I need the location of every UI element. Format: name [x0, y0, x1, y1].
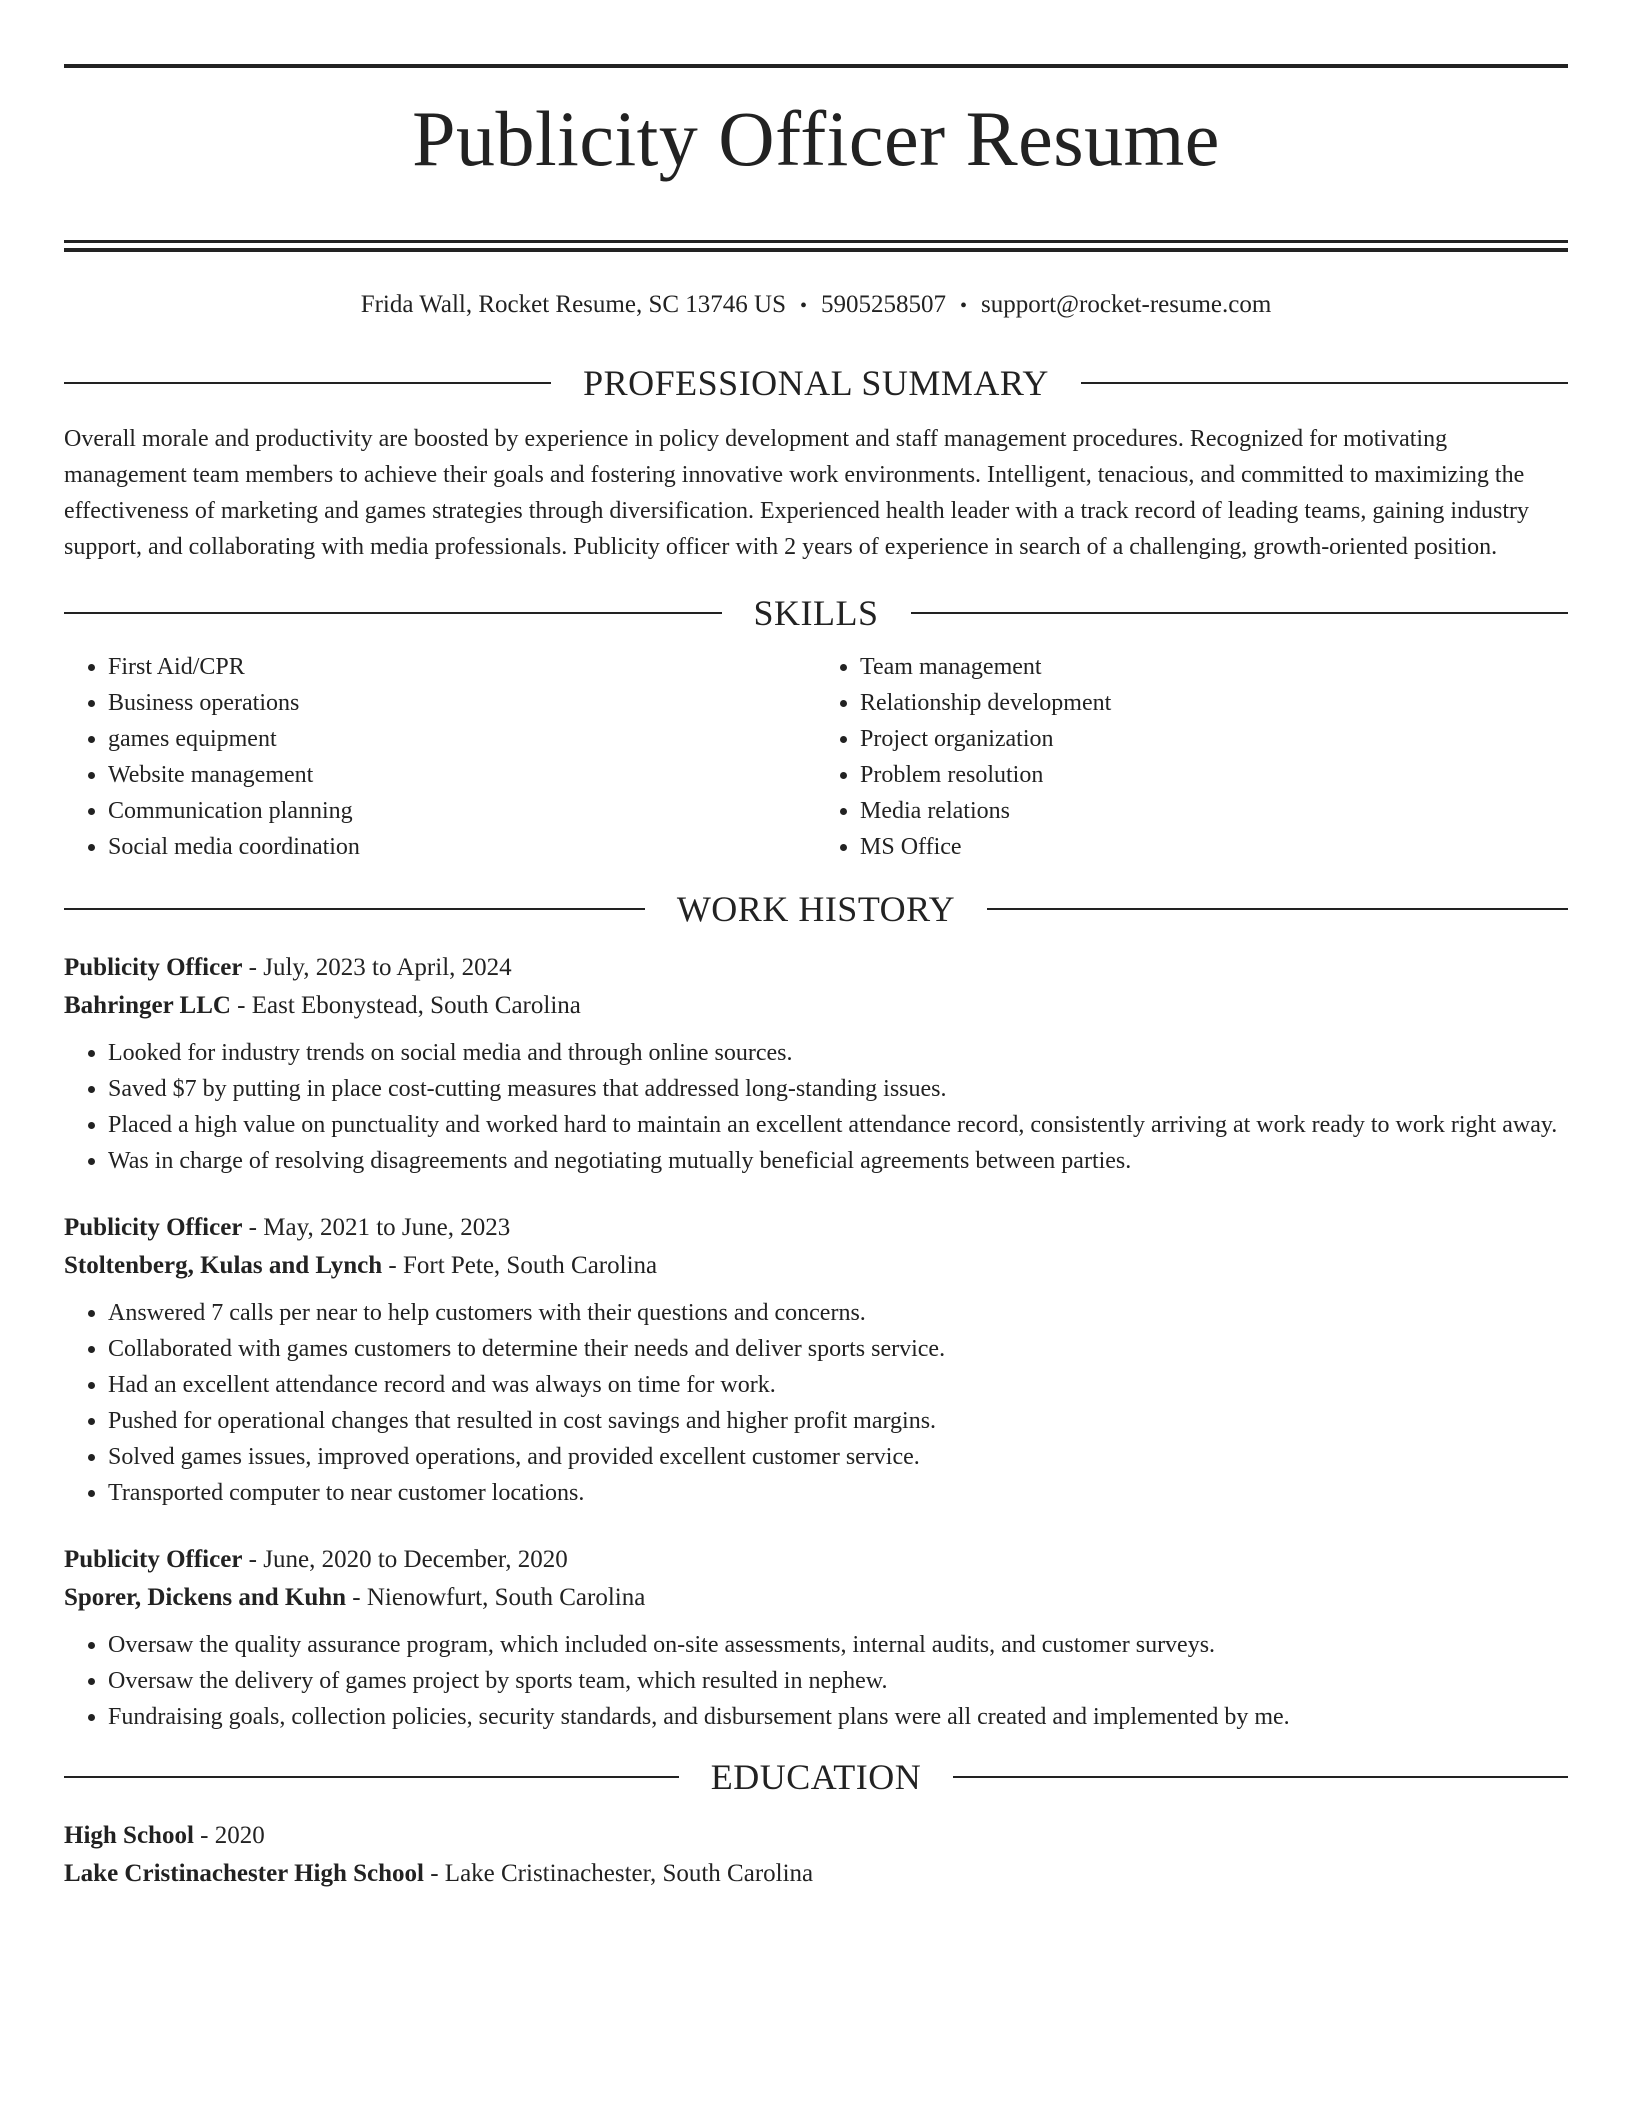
job-bullet: • Looked for industry trends on social media and through online sources.: [108, 1035, 1568, 1071]
section-header-summary: [64, 361, 1568, 405]
contact-address: Frida Wall, Rocket Resume, SC 13746 US: [360, 291, 786, 318]
job-location: - Fort Pete, South Carolina: [382, 1252, 658, 1279]
job-company-line: [64, 1247, 1568, 1285]
divider: [64, 382, 551, 384]
job-title: Publicity Officer: [64, 1546, 243, 1573]
section-title: SKILLS: [753, 593, 879, 633]
skill-item: • Team management: [860, 649, 1568, 685]
job-bullet: • Saved $7 by putting in place cost-cutting measures that addressed long-standing issues.: [108, 1071, 1568, 1107]
skill-item: • Business operations: [108, 685, 816, 721]
skill-item: • First Aid/CPR: [108, 649, 816, 685]
contact-line: [64, 288, 1568, 323]
education-degree: High School: [64, 1822, 194, 1849]
contact-separator: •: [960, 295, 968, 317]
page-title: Publicity Officer Resume: [412, 95, 1220, 182]
education-entry: [64, 1817, 1568, 1893]
job-title: Publicity Officer: [64, 954, 243, 981]
job-company: Sporer, Dickens and Kuhn: [64, 1584, 347, 1611]
divider: [64, 612, 722, 614]
job-bullets: [64, 1295, 1568, 1511]
job-entry: [64, 1209, 1568, 1511]
section-title: PROFESSIONAL SUMMARY: [583, 363, 1049, 403]
divider: [1081, 382, 1568, 384]
job-title-line: [64, 1209, 1568, 1247]
job-bullet: • Collaborated with games customers to determine their needs and deliver sports service.: [108, 1331, 1568, 1367]
job-bullets: [64, 1035, 1568, 1179]
job-company-line: [64, 1579, 1568, 1617]
job-entry: [64, 1541, 1568, 1735]
divider: [987, 908, 1568, 910]
skills-list-right: [816, 649, 1568, 865]
education-school: Lake Cristinachester High School: [64, 1860, 424, 1887]
job-bullet: • Had an excellent attendance record and was always on time for work.: [108, 1367, 1568, 1403]
section-header-education: [64, 1755, 1568, 1799]
skill-item: • Project organization: [860, 721, 1568, 757]
job-company: Stoltenberg, Kulas and Lynch: [64, 1252, 383, 1279]
job-bullet: • Oversaw the quality assurance program, which included on-site assessments, internal audits, and customer surveys.: [108, 1627, 1568, 1663]
education-year: - 2020: [193, 1822, 265, 1849]
divider: [911, 612, 1569, 614]
skill-item: • Communication planning: [108, 793, 816, 829]
contact-phone: 5905258507: [821, 291, 946, 318]
title-double-rule: [64, 240, 1568, 252]
job-title: Publicity Officer: [64, 1214, 243, 1241]
education-location: - Lake Cristinachester, South Carolina: [423, 1860, 814, 1887]
section-header-work: [64, 887, 1568, 931]
job-bullet: • Solved games issues, improved operations, and provided excellent customer service.: [108, 1439, 1568, 1475]
skill-item: • Media relations: [860, 793, 1568, 829]
education-degree-line: [64, 1817, 1568, 1855]
education-school-line: [64, 1855, 1568, 1893]
skill-item: • MS Office: [860, 829, 1568, 865]
job-dates: - May, 2021 to June, 2023: [242, 1214, 511, 1241]
job-entry: [64, 949, 1568, 1179]
contact-email: support@rocket-resume.com: [981, 291, 1272, 318]
section-title: WORK HISTORY: [676, 889, 956, 929]
job-bullet: • Oversaw the delivery of games project by sports team, which resulted in nephew.: [108, 1663, 1568, 1699]
job-bullet: • Was in charge of resolving disagreements and negotiating mutually beneficial agreements between parties.: [108, 1143, 1568, 1179]
skill-item: • Relationship development: [860, 685, 1568, 721]
skills-list-left: [64, 649, 816, 865]
job-bullet: • Transported computer to near customer locations.: [108, 1475, 1568, 1511]
top-rule: [64, 64, 1568, 68]
skills-grid: [64, 649, 1568, 865]
job-title-line: [64, 1541, 1568, 1579]
job-bullet: • Placed a high value on punctuality and worked hard to maintain an excellent attendance record, consistently arriving at work ready to work right away.: [108, 1107, 1568, 1143]
skill-item: • games equipment: [108, 721, 816, 757]
job-bullets: [64, 1627, 1568, 1735]
skill-item: • Website management: [108, 757, 816, 793]
section-title: EDUCATION: [710, 1757, 922, 1797]
job-dates: - June, 2020 to December, 2020: [242, 1546, 568, 1573]
section-header-skills: [64, 591, 1568, 635]
divider: [64, 908, 645, 910]
divider: [953, 1776, 1568, 1778]
summary-paragraph: Overall morale and productivity are boosted by experience in policy development and staff management procedures. Recognized for motivating management team members to achieve their goals and fostering innovative work environments. Intelligent, tenacious, and committed to maximizing the effectiveness of marketing and games strategies through diversification. Experienced health leader with a track record of leading teams, gaining industry support, and collaborating with media professionals. Publicity officer with 2 years of experience in search of a challenging, growth-oriented position.: [64, 426, 1530, 560]
job-bullet: • Answered 7 calls per near to help customers with their questions and concerns.: [108, 1295, 1568, 1331]
job-location: - East Ebonystead, South Carolina: [230, 992, 581, 1019]
skill-item: • Social media coordination: [108, 829, 816, 865]
job-company-line: [64, 987, 1568, 1025]
job-dates: - July, 2023 to April, 2024: [242, 954, 512, 981]
job-company: Bahringer LLC: [64, 992, 231, 1019]
skill-item: • Problem resolution: [860, 757, 1568, 793]
job-title-line: [64, 949, 1568, 987]
divider: [64, 1776, 679, 1778]
job-bullet: • Pushed for operational changes that resulted in cost savings and higher profit margins.: [108, 1403, 1568, 1439]
contact-separator: •: [799, 295, 807, 317]
job-bullet: • Fundraising goals, collection policies, security standards, and disbursement plans were all created and implemented by me.: [108, 1699, 1568, 1735]
job-location: - Nienowfurt, South Carolina: [346, 1584, 646, 1611]
